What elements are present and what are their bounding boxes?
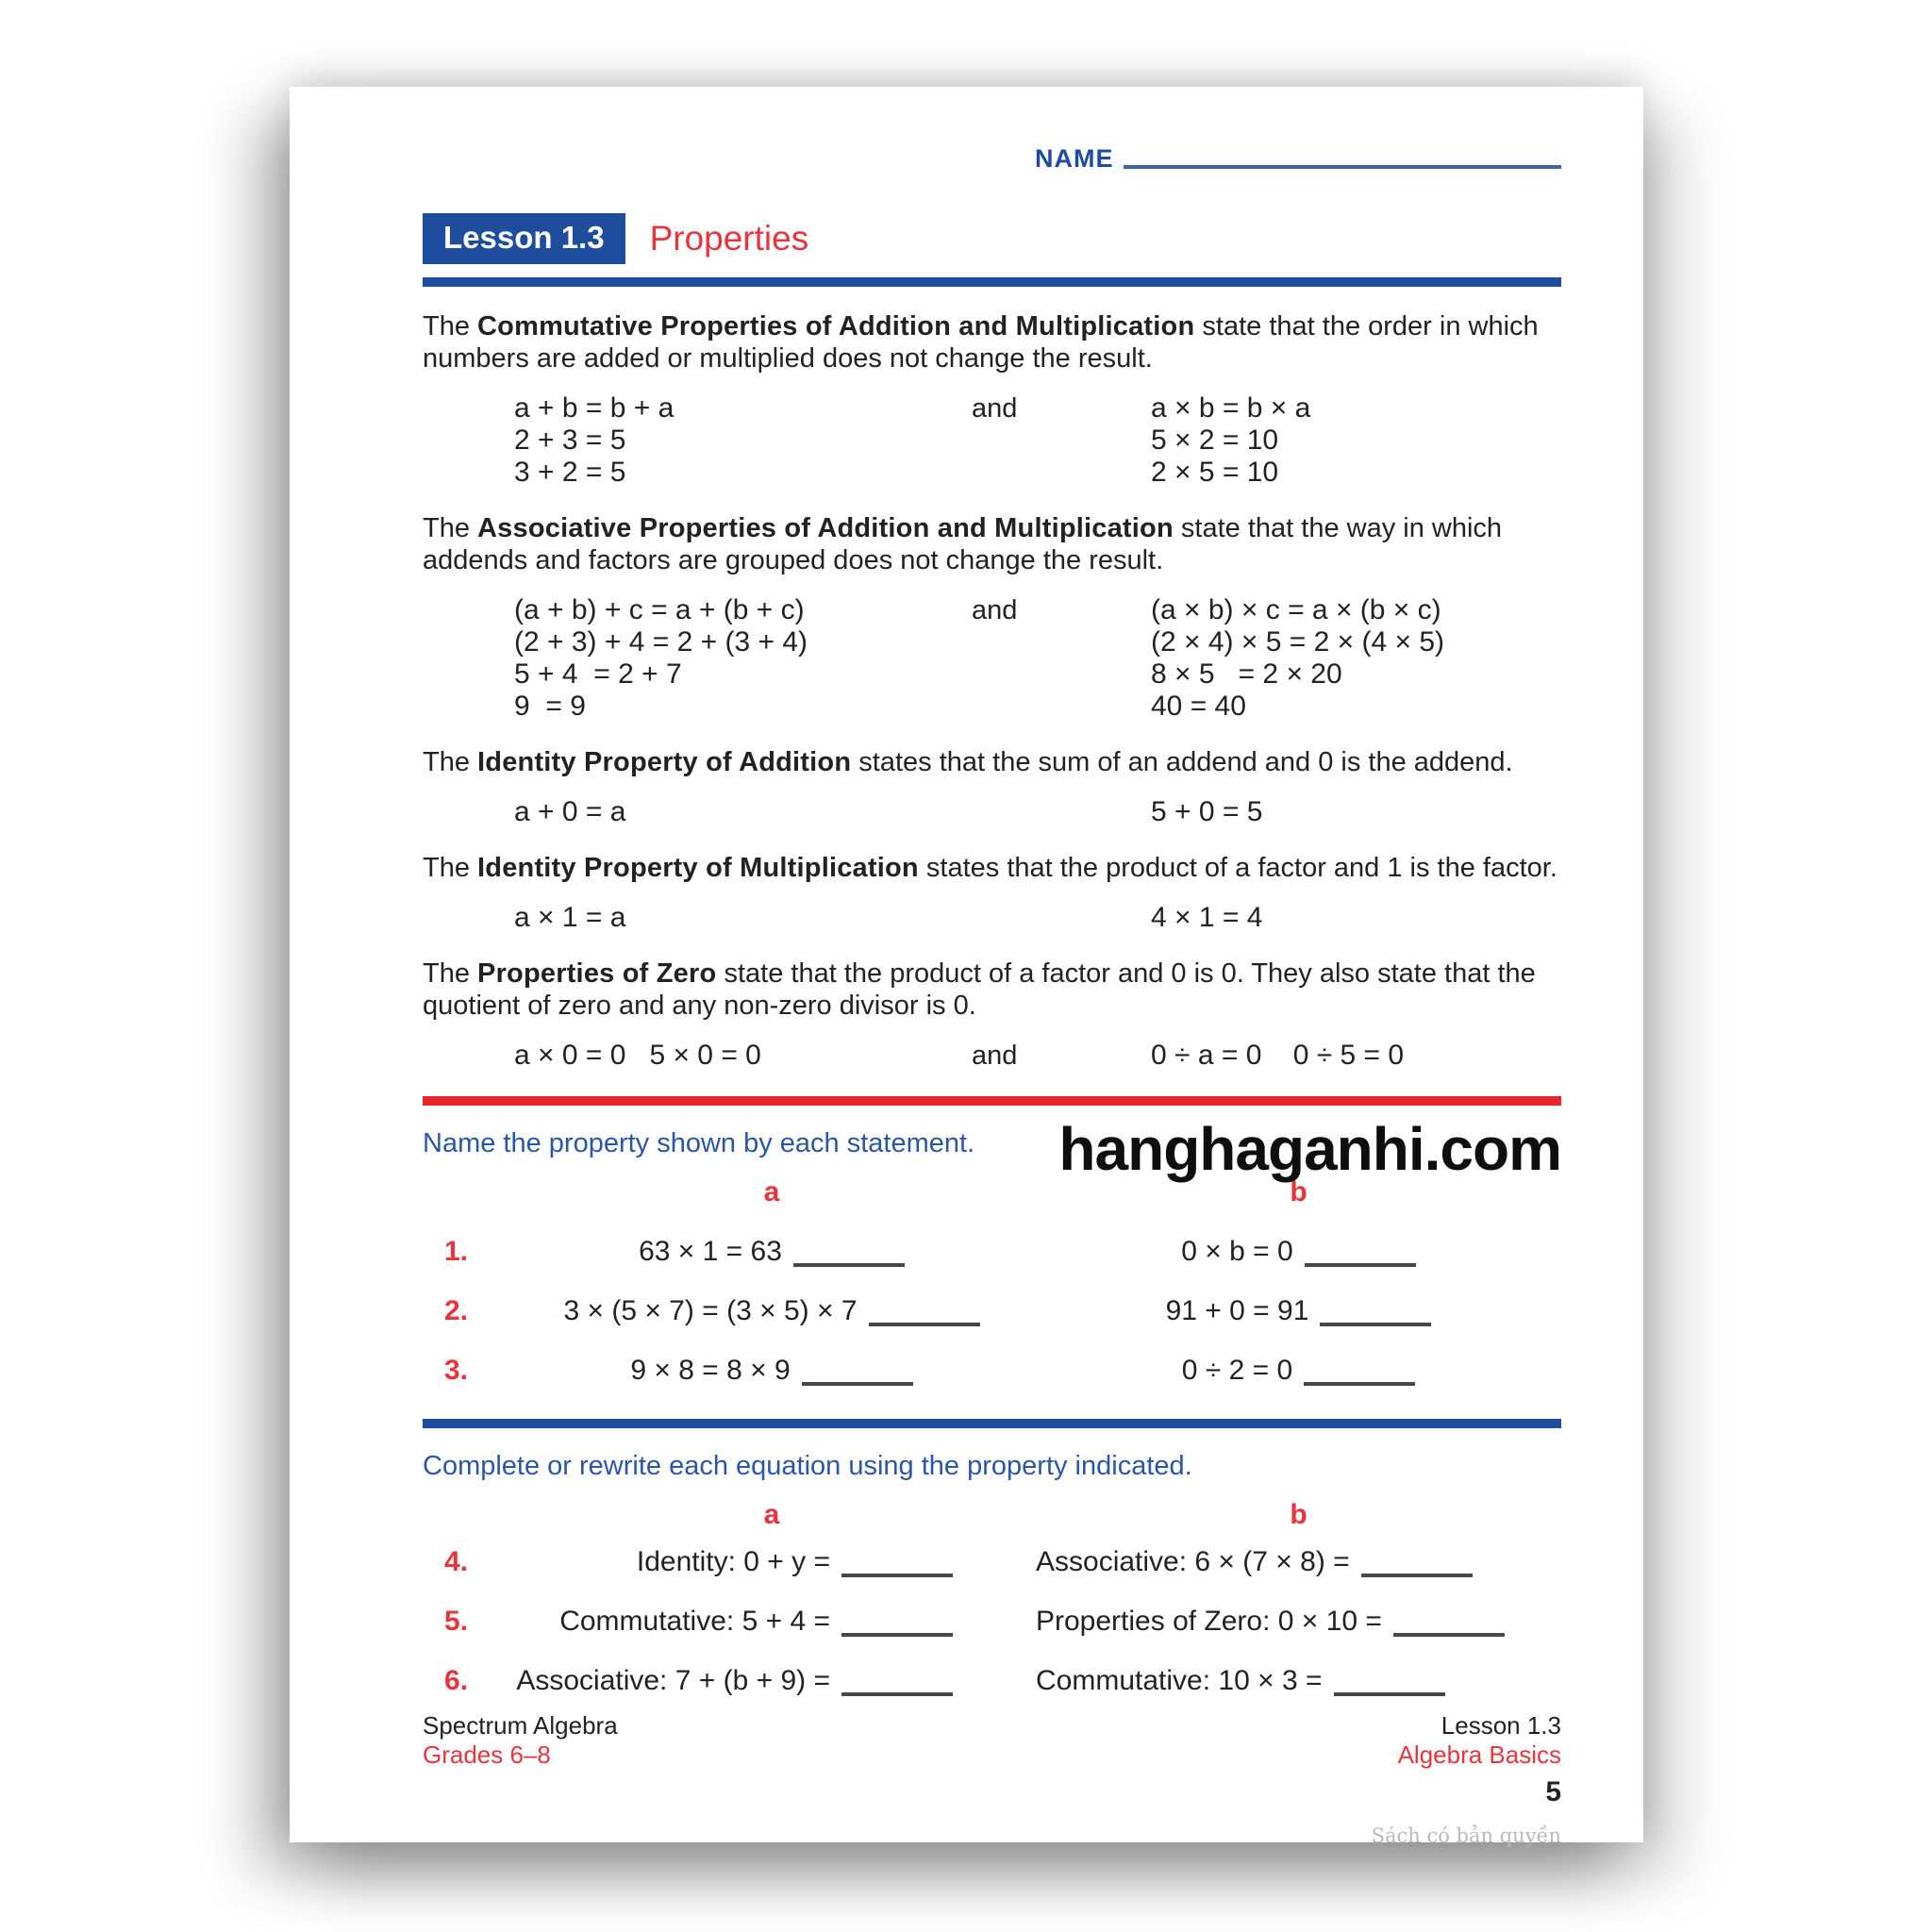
row-number: 4.: [444, 1546, 469, 1577]
page-content: [290, 87, 1643, 1842]
equation-b: 0 × b = 0: [1181, 1236, 1293, 1267]
equation: 0 ÷ a = 0 0 ÷ 5 = 0: [1151, 1040, 1405, 1071]
answer-blank-b[interactable]: [1361, 1574, 1473, 1577]
exercise-row-2: [423, 1295, 1561, 1327]
concept-term: Commutative Properties of Addition and Multiplication: [477, 311, 1195, 341]
concept-term: Properties of Zero: [477, 958, 717, 989]
answer-blank-b[interactable]: [1320, 1323, 1431, 1326]
equation: 8 × 5 = 2 × 20: [1151, 658, 1342, 690]
equation: a + b = b + a: [514, 392, 675, 424]
name-fill-in-line[interactable]: [1124, 165, 1562, 169]
section-divider-red: [423, 1096, 1561, 1106]
concept-term: Identity Property of Addition: [477, 747, 852, 777]
row-number: 6.: [444, 1665, 469, 1696]
equation: (2 + 3) + 4 = 2 + (3 + 4): [514, 626, 808, 658]
equation: a × b = b × a: [1151, 392, 1311, 424]
name-row: [1035, 142, 1561, 174]
concept-associative-examples: [514, 594, 1561, 723]
row-number: 5.: [444, 1606, 469, 1637]
footer-right: [1398, 1711, 1561, 1770]
equations-right: [1151, 392, 1310, 489]
equation: 3 + 2 = 5: [514, 457, 626, 488]
concept-identity-add-text: The Identity Property of Addition states that the sum of an addend and 0 is the addend.: [423, 747, 1513, 777]
lesson-header: [423, 213, 1561, 264]
row-number: 3.: [444, 1355, 469, 1386]
row-number: 1.: [444, 1236, 469, 1267]
equation-a: 9 × 8 = 8 × 9: [630, 1355, 791, 1386]
page-number: 5: [1545, 1776, 1561, 1807]
exercise1-instruction-row: [423, 1115, 1561, 1183]
concept-zero-examples: [514, 1040, 1561, 1072]
equation: 5 + 4 = 2 + 7: [514, 658, 682, 690]
column-header-b: b: [1290, 1176, 1307, 1208]
page-footer: [423, 1711, 1561, 1851]
answer-blank-a[interactable]: [841, 1692, 953, 1696]
header-rule: [423, 277, 1561, 287]
equation-b: 0 ÷ 2 = 0: [1181, 1355, 1293, 1386]
conjunction: and: [972, 1041, 1018, 1071]
copyright-note: Sách có bản quyền: [1371, 1824, 1561, 1847]
equation: 5 + 0 = 5: [1151, 796, 1263, 827]
answer-blank-b[interactable]: [1334, 1692, 1445, 1696]
equation: 40 = 40: [1151, 691, 1246, 722]
exercise-row-4: [423, 1546, 1561, 1578]
concept-term: Associative Properties of Addition and Multiplication: [477, 513, 1174, 543]
worksheet-page: [290, 87, 1643, 1847]
exercise2-instruction-row: [423, 1450, 1561, 1484]
section-ref: Algebra Basics: [1397, 1740, 1561, 1769]
watermark-text: hanghaganhi.com: [1058, 1115, 1561, 1183]
concept-identity-add-examples: [514, 796, 1561, 828]
footer-left: [423, 1711, 618, 1770]
grades-label: Grades 6–8: [423, 1740, 551, 1769]
equation: 9 = 9: [514, 691, 586, 722]
concept-term: Identity Property of Multiplication: [477, 853, 919, 883]
equation: a × 0 = 0 5 × 0 = 0: [514, 1040, 761, 1071]
concept-commutative-text: The Commutative Properties of Addition and Multiplication state that the order in which numbers are added or multiplied does not change the result.: [423, 311, 1539, 374]
book-title: Spectrum Algebra: [423, 1711, 618, 1740]
equation: (2 × 4) × 5 = 2 × (4 × 5): [1151, 626, 1445, 658]
equation-a: 63 × 1 = 63: [639, 1236, 782, 1267]
exercise-row-5: [423, 1606, 1561, 1638]
column-header-a: a: [763, 1499, 780, 1530]
answer-blank-b[interactable]: [1305, 1263, 1416, 1267]
exercise-row-1: [423, 1236, 1561, 1268]
answer-blank-b[interactable]: [1304, 1382, 1415, 1386]
equations-right: [1151, 594, 1444, 723]
equation: (a + b) + c = a + (b + c): [514, 594, 805, 625]
answer-blank-a[interactable]: [869, 1323, 980, 1326]
exercise2-instruction: Complete or rewrite each equation using the property indicated.: [423, 1451, 1192, 1481]
lesson-ref: Lesson 1.3: [1441, 1711, 1561, 1740]
equation-b: 91 + 0 = 91: [1165, 1295, 1309, 1326]
prompt-a: Commutative: 5 + 4 =: [559, 1606, 830, 1637]
prompt-b: Associative: 6 × (7 × 8) =: [1036, 1546, 1350, 1577]
concept-identity-mult-text: The Identity Property of Multiplication states that the product of a factor and 1 is the factor.: [423, 853, 1557, 883]
column-header-b: b: [1290, 1499, 1307, 1530]
exercise-row-3: [423, 1355, 1561, 1387]
section-divider-blue: [423, 1419, 1561, 1428]
column-header-a: a: [763, 1176, 780, 1208]
concept-commutative-examples: [514, 392, 1561, 489]
exercise-row-6: [423, 1665, 1561, 1697]
equation: 2 × 5 = 10: [1151, 457, 1279, 488]
prompt-b: Commutative: 10 × 3 =: [1036, 1665, 1323, 1696]
prompt-b: Properties of Zero: 0 × 10 =: [1036, 1606, 1382, 1637]
exercise1-instruction: Name the property shown by each statement.: [423, 1128, 975, 1158]
answer-blank-a[interactable]: [793, 1263, 905, 1267]
lesson-badge: Lesson 1.3: [423, 213, 625, 264]
equation: 5 × 2 = 10: [1151, 425, 1279, 456]
equation: 4 × 1 = 4: [1151, 902, 1263, 933]
prompt-a: Identity: 0 + y =: [636, 1546, 830, 1577]
concept-zero-text: The Properties of Zero state that the product of a factor and 0 is 0. They also state that the quotient of zero and any non-zero divisor is 0.: [423, 958, 1536, 1021]
equation: 2 + 3 = 5: [514, 425, 626, 456]
answer-blank-b[interactable]: [1393, 1633, 1505, 1637]
prompt-a: Associative: 7 + (b + 9) =: [516, 1665, 830, 1696]
concept-associative-text: The Associative Properties of Addition and Multiplication state that the way in which addends and factors are grouped does not change the result.: [423, 513, 1503, 575]
equation-a: 3 × (5 × 7) = (3 × 5) × 7: [563, 1295, 858, 1326]
exercise2-column-headers: [423, 1499, 1561, 1531]
equation: a + 0 = a: [514, 796, 626, 827]
answer-blank-a[interactable]: [841, 1633, 953, 1637]
row-number: 2.: [444, 1295, 469, 1326]
concept-identity-mult-examples: [514, 902, 1561, 934]
equation: (a × b) × c = a × (b × c): [1151, 594, 1441, 625]
page-title: Properties: [649, 219, 809, 258]
answer-blank-a[interactable]: [802, 1382, 913, 1386]
equation: a × 1 = a: [514, 902, 626, 933]
conjunction: and: [972, 393, 1018, 424]
answer-blank-a[interactable]: [841, 1574, 953, 1577]
conjunction: and: [972, 595, 1018, 625]
name-label: NAME: [1035, 144, 1114, 173]
